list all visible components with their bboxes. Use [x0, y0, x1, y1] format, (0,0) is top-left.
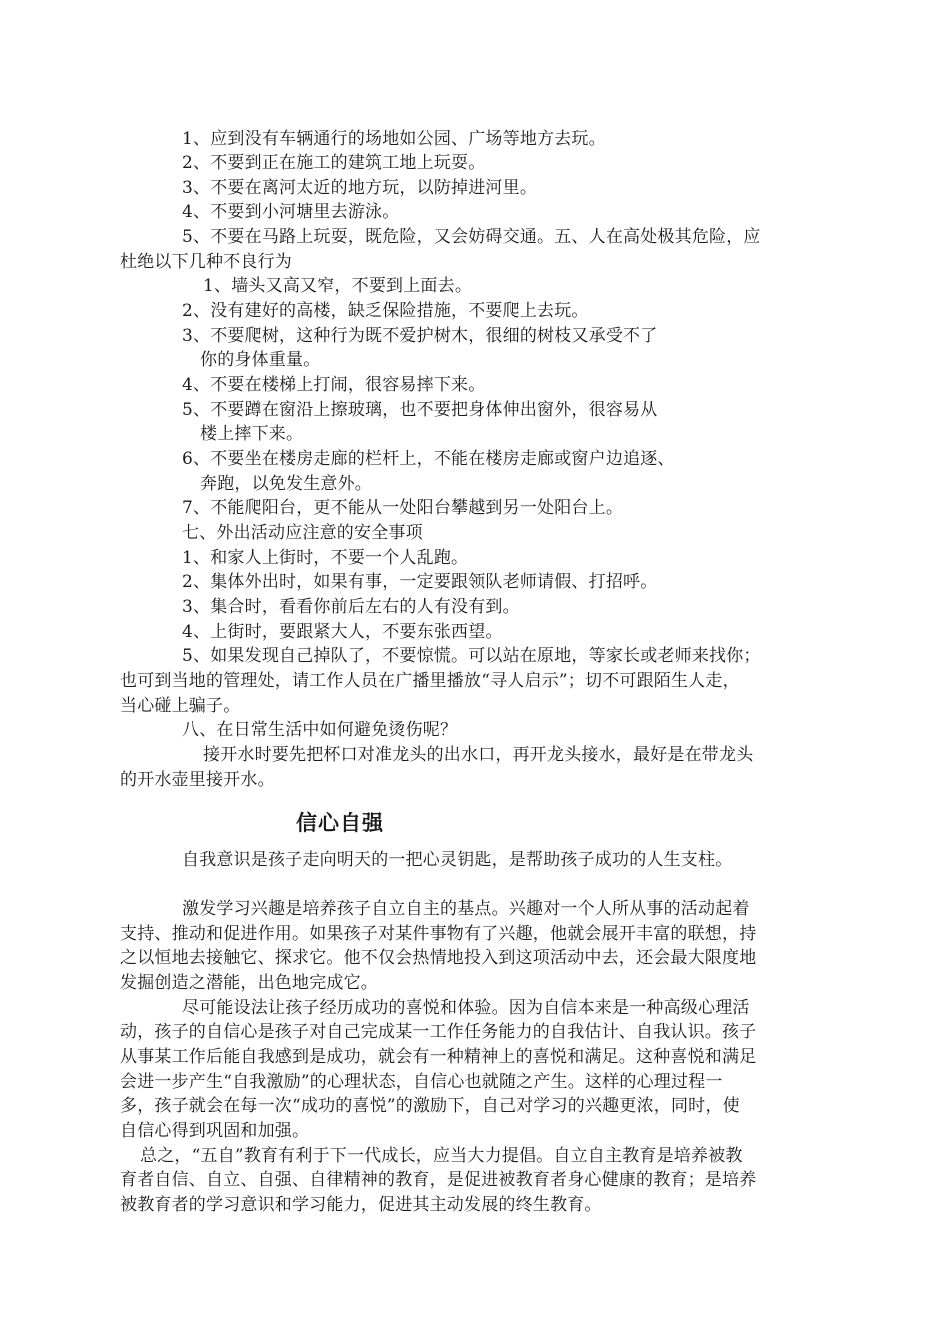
burns-line: 接开水时要先把杯口对准龙头的出水口，再开龙头接水，最好是在带龙头 [203, 745, 754, 765]
paragraph-line: 激发学习兴趣是培养孩子自立自主的基点。兴趣对一个人所从事的活动起着 [182, 899, 750, 919]
paragraph-line: 支持、推动和促进作用。如果孩子对某件事物有了兴趣，他就会展开丰富的联想，持 [120, 924, 757, 944]
paragraph-line: 会进一步产生“自我激励”的心理状态，自信心也就随之产生。这样的心理过程一 [120, 1072, 723, 1092]
safety-line: 1、应到没有车辆通行的场地如公园、广场等地方去玩。 [182, 129, 606, 149]
heights-line: 2、没有建好的高楼，缺乏保险措施，不要爬上去玩。 [182, 301, 589, 321]
paragraph-line: 从事某工作后能自我感到是成功，就会有一种精神上的喜悦和满足。这种喜悦和满足 [120, 1047, 757, 1067]
section-heading: 七、外出活动应注意的安全事项 [182, 523, 423, 543]
heights-line: 你的身体重量。 [200, 350, 321, 370]
heights-line: 3、不要爬树，这种行为既不爱护树木，很细的树枝又承受不了 [182, 326, 658, 346]
safety-line: 3、不要在离河太近的地方玩，以防掉进河里。 [182, 178, 538, 198]
outing-line: 3、集合时，看看你前后左右的人有没有到。 [182, 597, 520, 617]
outing-line: 4、上街时，要跟紧大人，不要东张西望。 [182, 622, 503, 642]
heights-line: 4、不要在楼梯上打闹，很容易摔下来。 [182, 375, 486, 395]
intro-line: 自我意识是孩子走向明天的一把心灵钥匙，是帮助孩子成功的人生支柱。 [182, 850, 733, 870]
burns-line: 的开水壶里接开水。 [120, 770, 275, 790]
outing-line: 2、集体外出时，如果有事，一定要跟领队老师请假、打招呼。 [182, 572, 658, 592]
heights-line: 1、墙头又高又窄，不要到上面去。 [203, 276, 473, 296]
paragraph-line: 总之，“五自”教育有利于下一代成长，应当大力提倡。自立自主教育是培养被教 [140, 1146, 743, 1166]
outing-line: 也可到当地的管理处，请工作人员在广播里播放“寻人启示”；切不可跟陌生人走， [120, 671, 740, 691]
safety-line: 2、不要到正在施工的建筑工地上玩耍。 [182, 153, 486, 173]
section-title: 信心自强 [296, 811, 384, 835]
paragraph-line: 动，孩子的自信心是孩子对自己完成某一工作任务能力的自我估计、自我认识。孩子 [120, 1022, 757, 1042]
heights-line: 7、不能爬阳台，更不能从一处阳台攀越到另一处阳台上。 [182, 498, 624, 518]
paragraph-line: 之以恒地去接触它、探求它。他不仅会热情地投入到这项活动中去，还会最大限度地 [120, 948, 757, 968]
safety-line: 杜绝以下几种不良行为 [120, 252, 292, 272]
paragraph-line: 自信心得到巩固和加强。 [120, 1121, 310, 1141]
outing-line: 5、如果发现自己掉队了，不要惊慌。可以站在原地，等家长或老师来找你； [182, 646, 761, 666]
heights-line: 楼上摔下来。 [200, 424, 304, 444]
section-heading: 八、在日常生活中如何避免烫伤呢？ [182, 720, 458, 740]
safety-line: 4、不要到小河塘里去游泳。 [182, 202, 400, 222]
paragraph-line: 育者自信、自立、自强、自律精神的教育，是促进被教育者身心健康的教育；是培养 [120, 1170, 757, 1190]
outing-line: 1、和家人上街时，不要一个人乱跑。 [182, 548, 469, 568]
paragraph-line: 被教育者的学习意识和学习能力，促进其主动发展的终生教育。 [120, 1195, 602, 1215]
paragraph-line: 多，孩子就会在每一次“成功的喜悦”的激励下，自己对学习的兴趣更浓，同时，使 [120, 1096, 740, 1116]
heights-line: 6、不要坐在楼房走廊的栏杆上，不能在楼房走廊或窗户边追逐、 [182, 449, 675, 469]
outing-line: 当心碰上骗子。 [120, 696, 241, 716]
safety-line: 5、不要在马路上玩耍，既危险，又会妨碍交通。五、人在高处极其危险，应 [182, 227, 761, 247]
heights-line: 5、不要蹲在窗沿上擦玻璃，也不要把身体伸出窗外，很容易从 [182, 400, 658, 420]
heights-line: 奔跑，以免发生意外。 [200, 474, 372, 494]
paragraph-line: 发掘创造之潜能，出色地完成它。 [120, 973, 378, 993]
paragraph-line: 尽可能设法让孩子经历成功的喜悦和体验。因为自信本来是一种高级心理活 [182, 998, 750, 1018]
